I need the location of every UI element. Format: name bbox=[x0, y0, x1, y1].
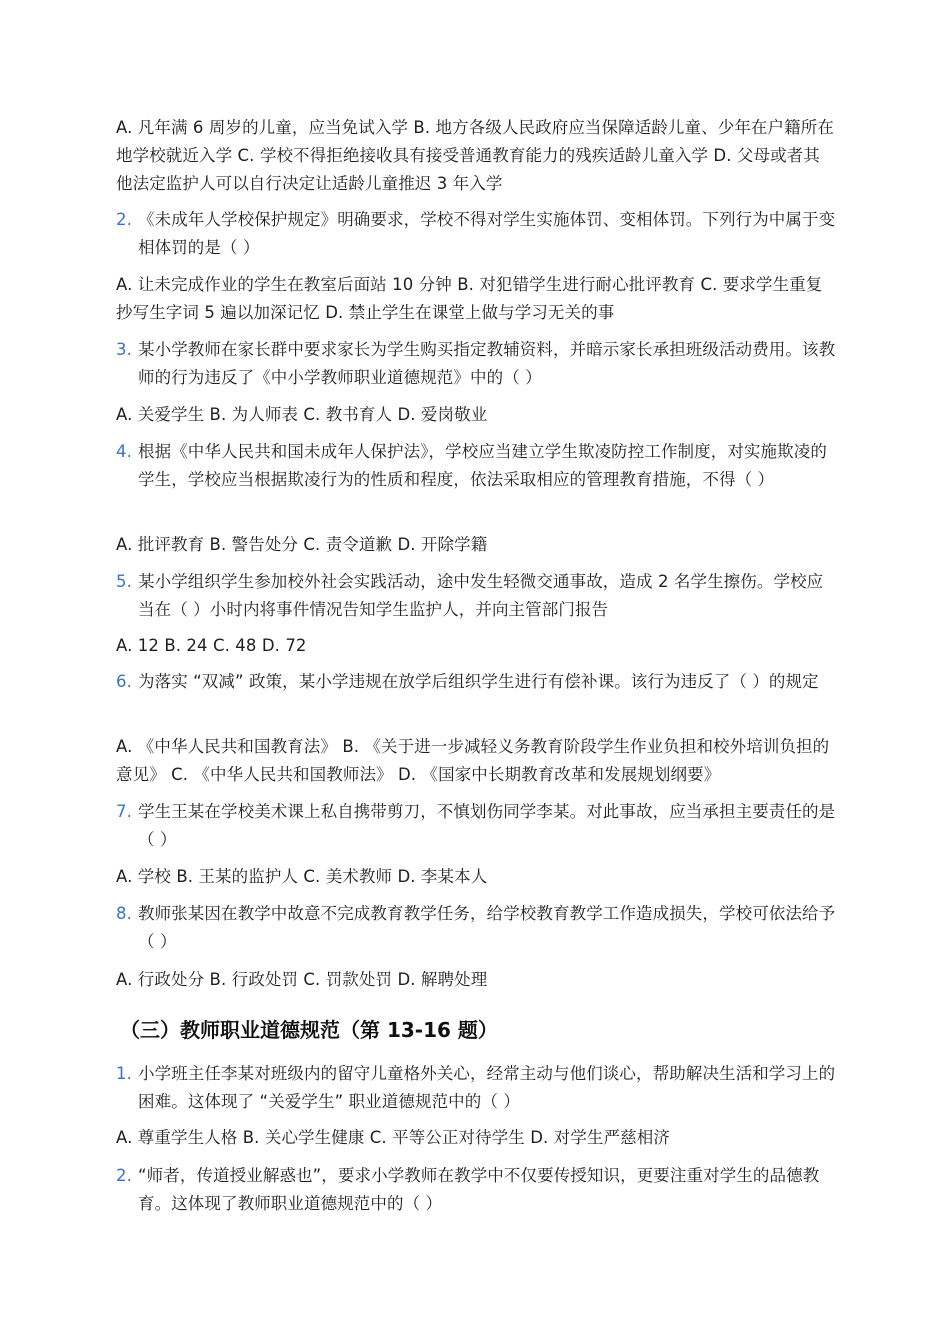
question-5-options: A. 12 B. 24 C. 48 D. 72 bbox=[116, 636, 307, 655]
section3-question-1 bbox=[116, 1060, 836, 1116]
section-title: （三）教师职业道德规范（第 13-16 题） bbox=[120, 1018, 498, 1042]
question-3 bbox=[116, 336, 836, 392]
question-number: 4. bbox=[116, 442, 132, 461]
question-number: 5. bbox=[116, 572, 132, 591]
question-number: 6. bbox=[116, 672, 132, 691]
prev-question-options: A. 凡年满 6 周岁的儿童，应当免试入学 B. 地方各级人民政府应当保障适龄儿童、少年在户籍所在地学校就近入学 C. 学校不得拒绝接收具有接受普通教育能力的残疾适龄儿童入学 D. 父母或者其他法定监护人可以自行决定让适龄儿童推迟 3 年入学 bbox=[116, 118, 834, 193]
question-2 bbox=[116, 206, 836, 262]
question-text: “师者，传道授业解惑也”，要求小学教师在教学中不仅要传授知识，更要注重对学生的品德教育。这体现了教师职业道德规范中的（ ） bbox=[138, 1166, 820, 1213]
question-2-options: A. 让未完成作业的学生在教室后面站 10 分钟 B. 对犯错学生进行耐心批评教育 C. 要求学生重复抄写生字词 5 遍以加深记忆 D. 禁止学生在课堂上做与学习无关的事 bbox=[116, 275, 823, 322]
question-number: 8. bbox=[116, 904, 132, 923]
question-6 bbox=[116, 668, 836, 696]
question-8 bbox=[116, 900, 836, 956]
question-number: 7. bbox=[116, 802, 132, 821]
question-text: 《未成年人学校保护规定》明确要求，学校不得对学生实施体罚、变相体罚。下列行为中属于变相体罚的是（ ） bbox=[138, 210, 836, 257]
question-number: 2. bbox=[116, 1166, 132, 1185]
question-text: 为落实 “双减” 政策，某小学违规在放学后组织学生进行有偿补课。该行为违反了（ ）的规定 bbox=[138, 672, 819, 691]
question-text: 学生王某在学校美术课上私自携带剪刀，不慎划伤同学李某。对此事故，应当承担主要责任的是（ ） bbox=[138, 802, 836, 849]
question-text: 小学班主任李某对班级内的留守儿童格外关心，经常主动与他们谈心，帮助解决生活和学习上的困难。这体现了 “关爱学生” 职业道德规范中的（ ） bbox=[138, 1064, 836, 1111]
section3-question-1-options: A. 尊重学生人格 B. 关心学生健康 C. 平等公正对待学生 D. 对学生严慈相济 bbox=[116, 1128, 670, 1147]
question-number: 2. bbox=[116, 210, 132, 229]
section3-question-2 bbox=[116, 1162, 836, 1218]
question-text: 某小学教师在家长群中要求家长为学生购买指定教辅资料，并暗示家长承担班级活动费用。该教师的行为违反了《中小学教师职业道德规范》中的（ ） bbox=[138, 340, 836, 387]
question-number: 3. bbox=[116, 340, 132, 359]
question-text: 教师张某因在教学中故意不完成教育教学任务，给学校教育教学工作造成损失，学校可依法给予（ ） bbox=[138, 904, 836, 951]
question-5 bbox=[116, 568, 836, 624]
question-3-options: A. 关爱学生 B. 为人师表 C. 教书育人 D. 爱岗敬业 bbox=[116, 405, 488, 424]
question-text: 某小学组织学生参加校外社会实践活动，途中发生轻微交通事故，造成 2 名学生擦伤。学校应当在（ ）小时内将事件情况告知学生监护人，并向主管部门报告 bbox=[138, 572, 824, 619]
question-8-options: A. 行政处分 B. 行政处罚 C. 罚款处罚 D. 解聘处理 bbox=[116, 970, 488, 989]
question-7-options: A. 学校 B. 王某的监护人 C. 美术教师 D. 李某本人 bbox=[116, 867, 488, 886]
question-4 bbox=[116, 438, 836, 494]
question-text: 根据《中华人民共和国未成年人保护法》，学校应当建立学生欺凌防控工作制度，对实施欺凌的学生，学校应当根据欺凌行为的性质和程度，依法采取相应的管理教育措施，不得（ ） bbox=[138, 442, 827, 489]
question-number: 1. bbox=[116, 1064, 132, 1083]
question-6-options: A. 《中华人民共和国教育法》 B. 《关于进一步减轻义务教育阶段学生作业负担和校外培训负担的意见》 C. 《中华人民共和国教师法》 D. 《国家中长期教育改革和发展规划纲要》 bbox=[116, 737, 830, 784]
question-4-options: A. 批评教育 B. 警告处分 C. 责令道歉 D. 开除学籍 bbox=[116, 535, 488, 554]
question-7 bbox=[116, 798, 836, 854]
